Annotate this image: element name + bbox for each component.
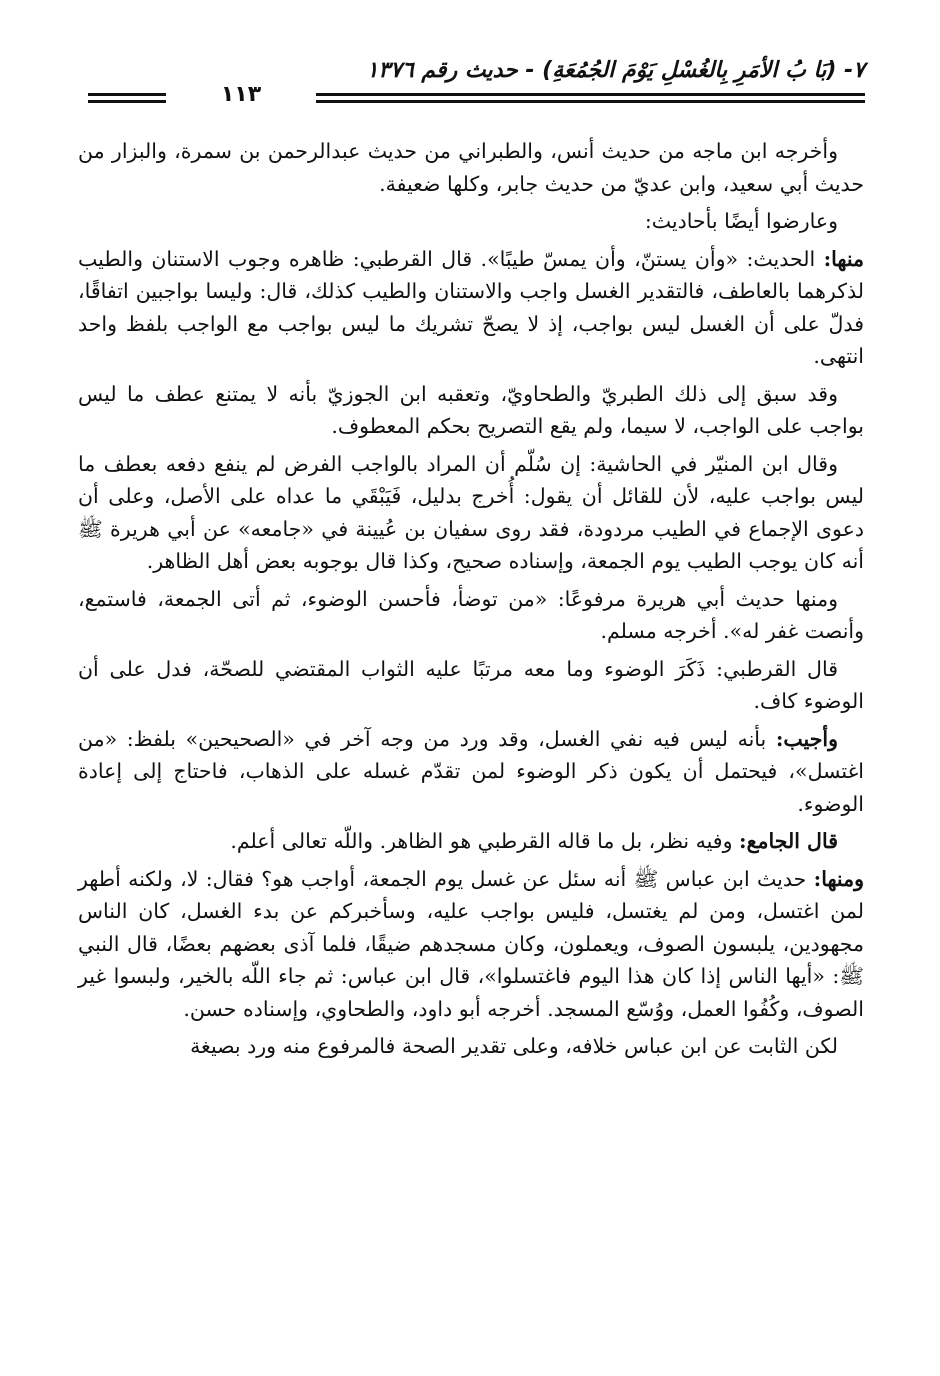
paragraph-text: وقال ابن المنيّر في الحاشية: إن سُلّم أن المراد بالواجب الفرض لم ينفع دفعه بعطف ما ليس بواجب عليه، لأن للقائل أن يقول: أُخرج بدليل، فَيَبْقَي ما عداه على الأصل، وعلى أن دعوى الإجماع في الطيب مردودة، فقد روى سفيان بن عُيينة في «جامعه» عن أبي هريرة ﷺ أنه كان يوجب الطيب يوم الجمعة، وإسناده صحيح، وكذا قال بوجوبه بعض أهل الظاهر. — [78, 451, 864, 573]
paragraph — [78, 135, 864, 200]
paragraph-text: وقد سبق إلى ذلك الطبريّ والطحاويّ، وتعقبه ابن الجوزيّ بأنه لا يمتنع عطف ما ليس بواجب على الواجب، لا سيما، ولم يقع التصريح بحكم المعطوف. — [78, 381, 864, 438]
paragraph-lead: قال الجامع: — [739, 829, 838, 853]
paragraph-text: حديث ابن عباس ﷺ أنه سئل عن غسل يوم الجمعة، أواجب هو؟ فقال: لا، ولكنه أطهر لمن اغتسل، ومن لم يغتسل، فليس بواجب عليه، وسأخبركم عن بدء الغسل، كان الناس مجهودين، يلبسون الصوف، ويعملون، وكان مسجدهم ضيقًا، فلما آذى بعضهم بعضًا، قال النبي ﷺ: «أيها الناس إذا كان هذا اليوم فاغتسلوا»، قال ابن عباس: ثم جاء اللّه بالخير، ولبسوا غير الصوف، وكُفُوا العمل، ووُسّع المسجد. أخرجه أبو داود، والطحاوي، وإسناده حسن. — [78, 866, 864, 1021]
paragraph — [78, 863, 864, 1026]
page-header — [80, 56, 865, 106]
header-rule — [316, 100, 865, 103]
paragraph — [78, 1030, 864, 1063]
paragraph-text: وأخرجه ابن ماجه من حديث أنس، والطبراني من حديث عبدالرحمن بن سمرة، والبزار من حديث أبي سعيد، وابن عديّ من حديث جابر، وكلها ضعيفة. — [78, 139, 864, 196]
paragraph-lead: وأجيب: — [775, 726, 838, 751]
paragraph-text: لكن الثابت عن ابن عباس خلافه، وعلى تقدير الصحة فالمرفوع منه ورد بصيغة — [190, 1034, 838, 1058]
paragraph — [78, 243, 864, 373]
paragraph-text: وعارضوا أيضًا بأحاديث: — [644, 209, 838, 233]
paragraph-text: بأنه ليس فيه نفي الغسل، وقد ورد من وجه آخر في «الصحيحين» بلفظ: «من اغتسل»، فيحتمل أن يكون ذكر الوضوء لمن تقدّم غسله على الذهاب، فاحتاج إلى إعادة الوضوء. — [78, 726, 864, 816]
paragraph-text: ومنها حديث أبي هريرة مرفوعًا: «من توضأ، فأحسن الوضوء، ثم أتى الجمعة، فاستمع، وأنصت غفر له». أخرجه مسلم. — [78, 586, 864, 643]
paragraph-lead: منها: — [823, 246, 864, 271]
paragraph — [78, 653, 864, 718]
paragraph — [78, 723, 864, 821]
paragraph — [78, 825, 864, 858]
paragraph — [78, 583, 864, 648]
page-number: ١١٣ — [220, 82, 262, 107]
paragraph — [78, 378, 864, 443]
header-rule — [88, 100, 166, 103]
paragraph-text: قال القرطبي: ذَكَرَ الوضوء وما معه مرتبًا عليه الثواب المقتضي للصحّة، فدل على أن الوضوء كاف. — [78, 656, 864, 713]
header-rule — [316, 93, 865, 96]
paragraph — [78, 448, 864, 578]
paragraph — [78, 205, 864, 238]
page-body — [78, 135, 864, 1068]
paragraph-lead: ومنها: — [813, 866, 864, 891]
paragraph-text: الحديث: «وأن يستنّ، وأن يمسّ طيبًا». قال القرطبي: ظاهره وجوب الاستنان والطيب لذكرهما بالعاطف، فالتقدير الغسل واجب والاستنان والطيب كذلك، قال: وليسا بواجبين اتفاقًا، فدلّ على أن الغسل ليس بواجب، إذ لا يصحّ تشريك ما ليس بواجب مع الواجب بلفظ واحد انتهى. — [78, 246, 864, 368]
running-title: ٧- (بَا بُ الأمَرِ بِالغُسْلِ يَوْمَ الجُمُعَةِ) - حديث رقم ١٣٧٦ — [366, 58, 865, 83]
header-rule — [88, 93, 166, 96]
paragraph-text: وفيه نظر، بل ما قاله القرطبي هو الظاهر. واللّه تعالى أعلم. — [230, 829, 740, 853]
